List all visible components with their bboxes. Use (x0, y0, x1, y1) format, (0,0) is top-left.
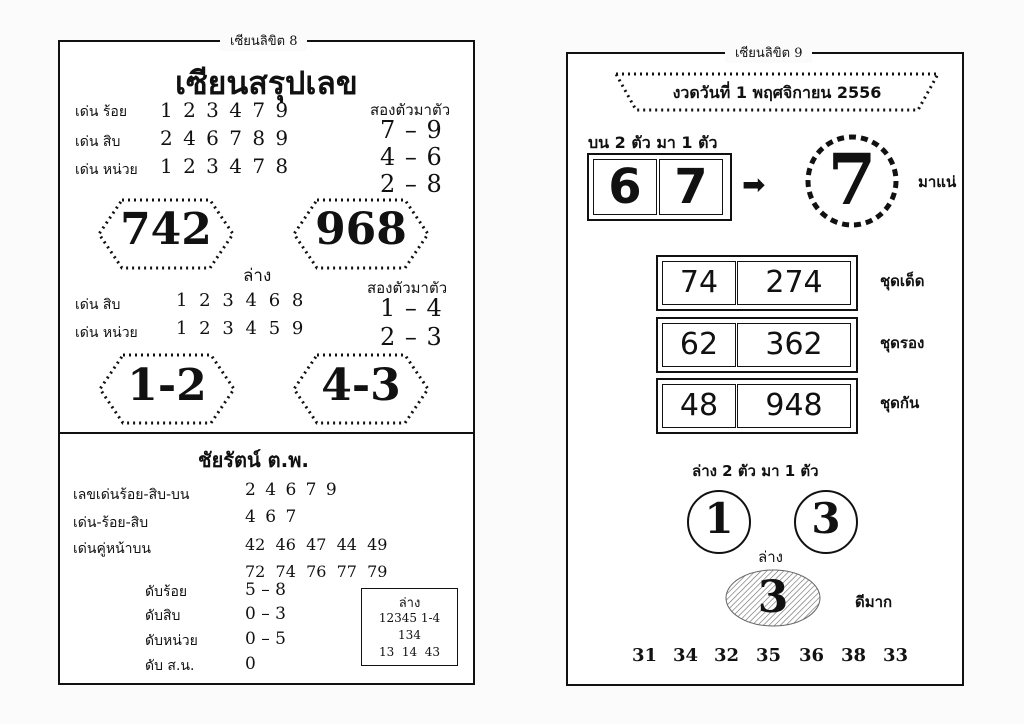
set-label: ชุดรอง (880, 334, 925, 352)
two-digit-title-top: สองตัวมาตัว (370, 101, 451, 119)
s2-row-value: 2 4 6 7 9 (245, 480, 339, 500)
section2-title: ชัยรัตน์ ต.พ. (198, 448, 310, 472)
two-digit-pair: 2 – 8 (380, 170, 443, 198)
s2-row-label: เลขเด่นร้อย-สิบ-บน (73, 487, 190, 503)
set-box (656, 378, 858, 434)
lower-big-digit: 3 (757, 572, 789, 623)
hex-number-1-text: 742 (120, 204, 212, 255)
hex-number-3-text: 1-2 (127, 360, 207, 411)
side-box (361, 588, 458, 666)
s2-row-label: เด่นคู่หน้าบน (73, 541, 151, 557)
set-two: 62 (662, 323, 736, 367)
set-label: ชุดกัน (880, 394, 920, 412)
lower-label-right: ล่าง (758, 548, 783, 566)
cut-row-value: 5 – 8 (245, 580, 286, 600)
lower-row-units-digits: 1 2 3 4 5 9 (176, 318, 307, 339)
top-digit: 6 (593, 159, 657, 215)
arrow-icon: ➡ (742, 168, 766, 201)
cut-row-label: ดับสิบ (145, 608, 181, 624)
s2-row-extra: 72 74 76 77 79 (245, 562, 388, 581)
lower-row-units-label: เด่น หน่วย (75, 325, 138, 341)
bottom-number: 32 (714, 645, 740, 666)
two-digit-title-lower: สองตัวมาตัว (367, 279, 448, 297)
hex-number-3 (98, 352, 236, 426)
top-row-units-label: เด่น หน่วย (75, 162, 138, 178)
s2-row-value: 42 46 47 44 49 (245, 535, 388, 554)
date-banner-text: งวดวันที่ 1 พฤศจิกายน 2556 (672, 83, 882, 102)
section-divider (58, 432, 473, 434)
side-box-line3: 13 14 43 (378, 645, 441, 659)
lower-row-tens-digits: 1 2 3 4 6 8 (176, 290, 307, 311)
date-banner (612, 70, 942, 114)
top-row-units-digits: 1 2 3 4 7 8 (160, 154, 291, 178)
two-digit-pair-lower: 1 – 4 (380, 294, 443, 322)
two-digit-pair-lower: 2 – 3 (380, 323, 443, 351)
set-three: 362 (737, 323, 851, 367)
set-three: 274 (737, 261, 851, 305)
s2-row-value: 4 6 7 (245, 507, 299, 527)
cut-row-value: 0 – 5 (245, 629, 286, 649)
big-digit: 7 (827, 138, 877, 221)
s2-row-label: เด่น-ร้อย-สิบ (73, 515, 149, 531)
cut-row-label: ดับ ส.น. (145, 658, 195, 674)
bottom-number: 31 (632, 645, 658, 666)
lower-big-label: ดีมาก (855, 593, 893, 611)
two-digit-pair: 7 – 9 (380, 116, 443, 144)
set-three: 948 (737, 384, 851, 428)
set-label: ชุดเด็ด (880, 272, 925, 290)
side-box-line1: 12345 1-4 (378, 611, 441, 625)
two-digit-pair: 4 – 6 (380, 143, 443, 171)
cut-row-label: ดับร้อย (145, 584, 188, 600)
bottom-number: 35 (756, 645, 782, 666)
lower-digit-circle (687, 490, 751, 554)
cut-row-label: ดับหน่วย (145, 633, 198, 649)
cut-row-value: 0 (245, 654, 256, 674)
top-digits-box (587, 153, 732, 221)
top-row-hundreds-label: เด่น ร้อย (75, 104, 128, 120)
top-row-tens-label: เด่น สิบ (75, 134, 121, 150)
set-box (656, 255, 858, 311)
bottom-number: 33 (883, 645, 909, 666)
top-row-tens-digits: 2 4 6 7 8 9 (160, 126, 291, 150)
lower-label: ล่าง (243, 266, 272, 286)
hex-number-2 (292, 196, 430, 272)
lower-digit: 1 (704, 494, 734, 543)
big-digit-circle (803, 132, 901, 230)
bottom-number: 34 (673, 645, 699, 666)
set-box (656, 317, 858, 373)
left-title: เซียนสรุปเลข (175, 64, 358, 102)
lower-title: ล่าง 2 ตัว มา 1 ตัว (692, 462, 819, 480)
set-two: 48 (662, 384, 736, 428)
left-page-header: เซียนลิขิต 8 (220, 30, 307, 51)
hex-number-2-text: 968 (315, 204, 407, 255)
hex-number-4-text: 4-3 (321, 360, 401, 411)
set-two: 74 (662, 261, 736, 305)
side-box-title: ล่าง (398, 596, 421, 611)
cut-row-value: 0 – 3 (245, 604, 286, 624)
top-row-hundreds-digits: 1 2 3 4 7 9 (160, 98, 291, 122)
side-box-line2: 134 (398, 628, 421, 642)
top-label: บน 2 ตัว มา 1 ตัว (588, 133, 718, 152)
big-digit-label: มาแน่ (918, 173, 957, 191)
right-page-header: เซียนลิขิต 9 (725, 42, 812, 63)
lower-row-tens-label: เด่น สิบ (75, 297, 121, 313)
top-digit: 7 (659, 159, 723, 215)
hex-number-4 (292, 352, 430, 426)
hex-number-1 (97, 196, 235, 272)
bottom-number: 36 (799, 645, 825, 666)
lower-digit-circle (794, 490, 858, 554)
bottom-number: 38 (841, 645, 867, 666)
lower-digit: 3 (811, 494, 841, 543)
lower-big-ellipse (724, 568, 822, 628)
